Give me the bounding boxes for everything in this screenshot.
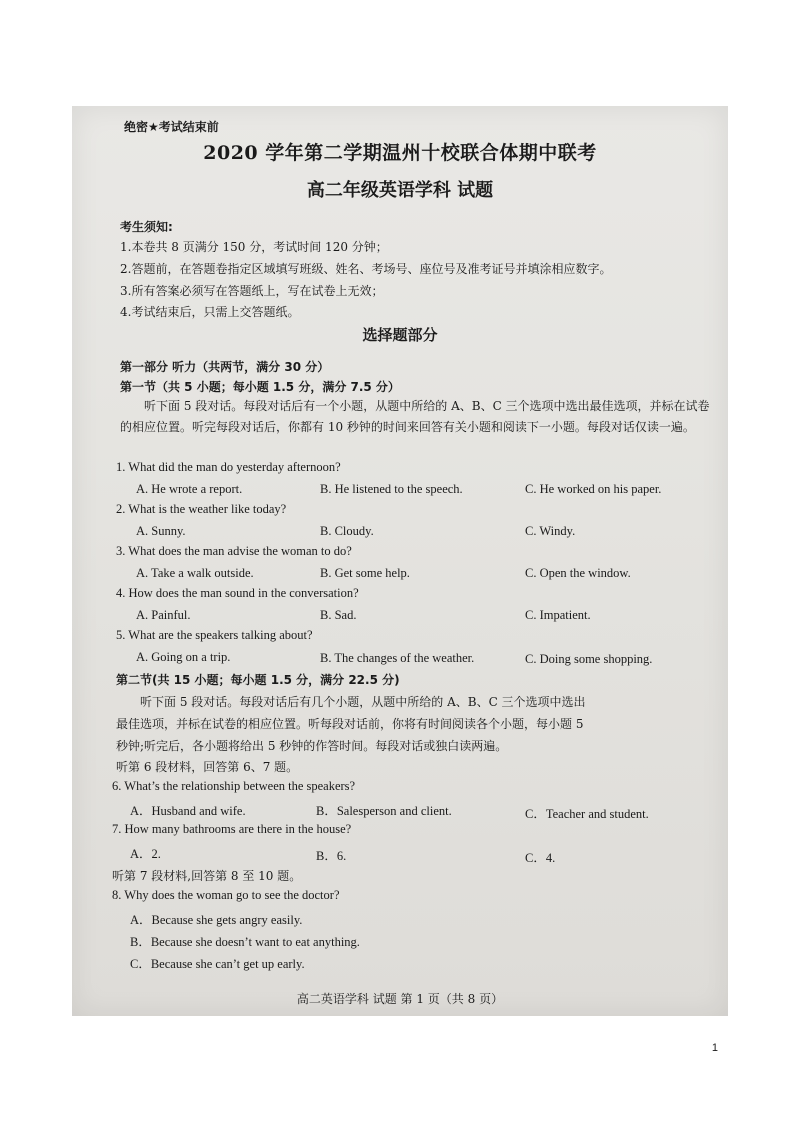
- question: 3. What does the man advise the woman to do?: [116, 544, 352, 558]
- question: 1. What did the man do yesterday afternoon?: [116, 460, 341, 474]
- material-note: 听第 6 段材料，回答第 6、7 题。: [116, 760, 299, 774]
- note-item: 3.所有答案必须写在答题纸上，写在试卷上无效；: [120, 284, 384, 298]
- option-b: B．Because she doesn’t want to eat anything.: [130, 935, 360, 949]
- option-a: A. Going on a trip.: [136, 650, 231, 664]
- option-c: C．Teacher and student.: [525, 807, 649, 821]
- confidential-mark: 绝密★考试结束前: [124, 120, 219, 134]
- option-c: C．Because she can’t get up early.: [130, 957, 305, 971]
- note-item: 2.答题前，在答题卷指定区域填写班级、姓名、考场号、座位号及准考证号并填涂相应数字。: [120, 262, 612, 276]
- option-b: B. He listened to the speech.: [320, 482, 463, 496]
- option-b: B．6.: [316, 849, 347, 863]
- option-b: B．Salesperson and client.: [316, 804, 452, 818]
- option-a: A．Husband and wife.: [130, 804, 246, 818]
- page-footer: 高二英语学科 试题 第 1 页（共 8 页）: [296, 992, 504, 1006]
- note-item: 1.本卷共 8 页满分 150 分，考试时间 120 分钟；: [120, 240, 388, 254]
- option-c: C. Windy.: [525, 524, 576, 538]
- page-number: 1: [711, 1042, 718, 1054]
- option-b: B. Get some help.: [320, 566, 410, 580]
- sec1-intro: 听下面 5 段对话。每段对话后有一个小题，从题中所给的 A、B、C 三个选项中选出最佳选项，并标在试卷的相应位置。听完每段对话后，你都有 10 秒钟的时间来回答有关小题和阅读下一小题。每段对话仅读一遍。: [120, 399, 710, 434]
- exam-subtitle: 高二年级英语学科 试题: [306, 180, 494, 201]
- option-c: C. He worked on his paper.: [525, 482, 662, 496]
- question: 6. What’s the relationship between the speakers?: [112, 779, 356, 793]
- exam-title: 2020 学年第二学期温州十校联合体期中联考: [203, 142, 597, 164]
- notes-heading: 考生须知:: [120, 220, 173, 234]
- part1-heading: 第一部分 听力（共两节，满分 30 分）: [120, 360, 330, 374]
- option-c: C. Impatient.: [525, 608, 591, 622]
- option-b: B. Sad.: [320, 608, 357, 622]
- option-c: C. Open the window.: [525, 566, 631, 580]
- question: 7. How many bathrooms are there in the house?: [112, 822, 352, 836]
- sec1-heading: 第一节（共 5 小题；每小题 1.5 分，满分 7.5 分）: [120, 380, 400, 394]
- option-c: C．4.: [525, 851, 556, 865]
- scanned-page: [72, 106, 728, 1016]
- sec2-intro-line: 听下面 5 段对话。每段对话后有几个小题，从题中所给的 A、B、C 三个选项中选出: [140, 695, 586, 709]
- question: 5. What are the speakers talking about?: [116, 628, 313, 642]
- section-title: 选择题部分: [362, 326, 438, 344]
- question: 4. How does the man sound in the conversation?: [116, 586, 359, 600]
- option-a: A. He wrote a report.: [136, 482, 243, 496]
- option-a: A．2.: [130, 847, 161, 861]
- sec2-intro-line: 最佳选项，并标在试卷的相应位置。听每段对话前，你将有时间阅读各个小题，每小题 5: [116, 717, 584, 731]
- note-item: 4.考试结束后，只需上交答题纸。: [120, 305, 300, 319]
- option-a: A. Painful.: [136, 608, 191, 622]
- sec2-intro-line: 秒钟;听完后，各小题将给出 5 秒钟的作答时间。每段对话或独白读两遍。: [116, 739, 508, 753]
- question: 2. What is the weather like today?: [116, 502, 287, 516]
- question: 8. Why does the woman go to see the doctor?: [112, 888, 340, 902]
- option-b: B. The changes of the weather.: [320, 651, 475, 665]
- sec2-heading: 第二节(共 15 小题；每小题 1.5 分，满分 22.5 分): [116, 673, 400, 687]
- option-a: A．Because she gets angry easily.: [130, 913, 303, 927]
- option-a: A. Sunny.: [136, 524, 186, 538]
- material-note: 听第 7 段材料,回答第 8 至 10 题。: [112, 869, 302, 883]
- option-a: A. Take a walk outside.: [136, 566, 254, 580]
- option-c: C. Doing some shopping.: [525, 652, 653, 666]
- option-b: B. Cloudy.: [320, 524, 374, 538]
